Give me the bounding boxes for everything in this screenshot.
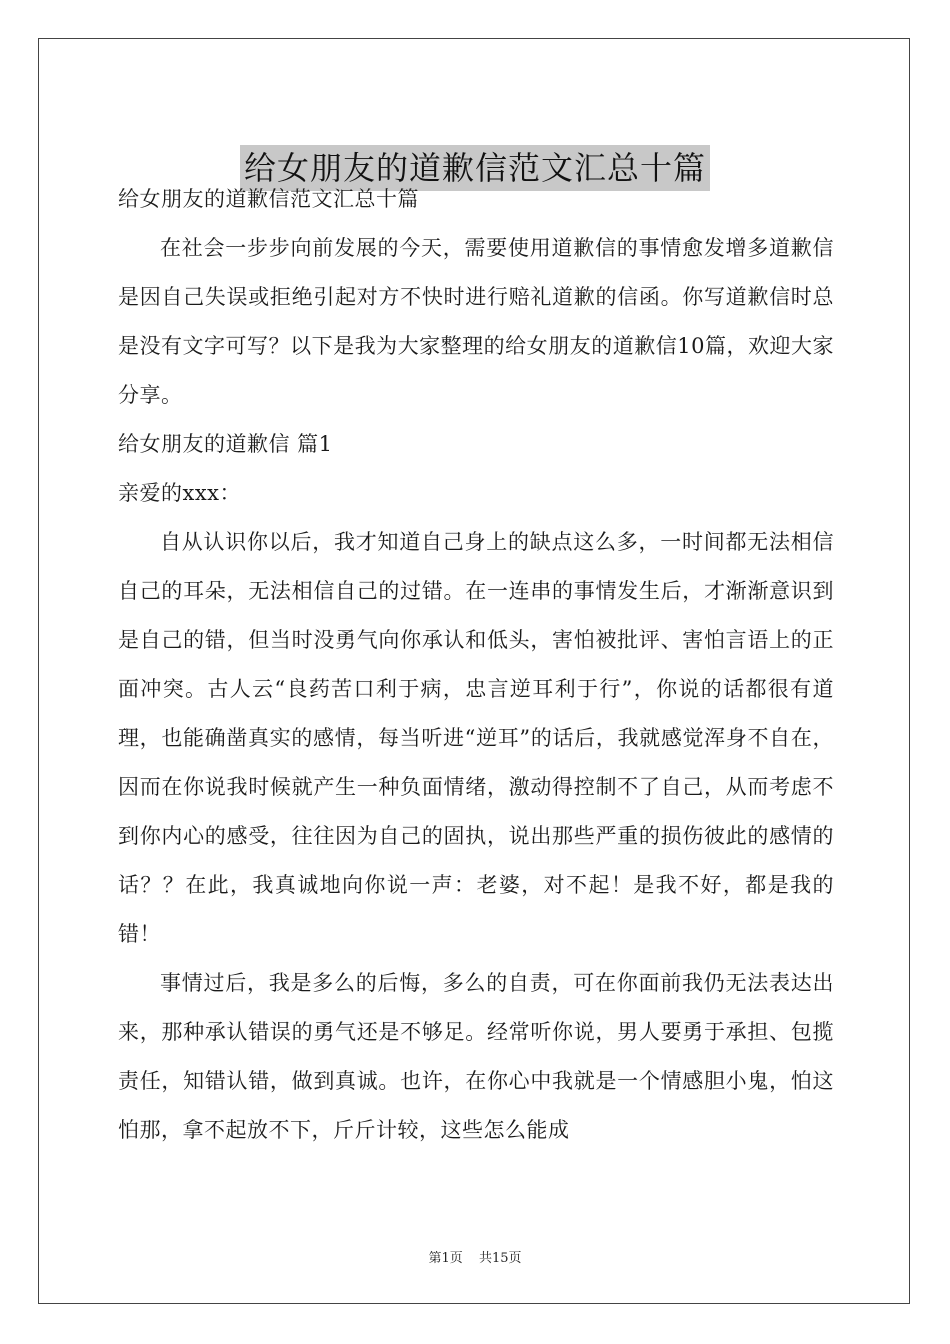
page-footer bbox=[0, 1247, 950, 1266]
document-title: 给女朋友的道歉信范文汇总十篇 bbox=[240, 145, 710, 191]
section-heading: 给女朋友的道歉信 篇1 bbox=[118, 432, 333, 456]
paragraph: 在社会一步步向前发展的今天，需要使用道歉信的事情愈发增多道歉信是因自己失误或拒绝引起对方不快时进行赔礼道歉的信函。你写道歉信时总是没有文字可写？以下是我为大家整理的给女朋友的道歉信10篇，欢迎大家分享。 bbox=[118, 236, 834, 407]
paragraph: 自从认识你以后，我才知道自己身上的缺点这么多，一时间都无法相信自己的耳朵，无法相信自己的过错。在一连串的事情发生后，才渐渐意识到是自己的错，但当时没勇气向你承认和低头，害怕被批评、害怕言语上的正面冲突。古人云“良药苦口利于病，忠言逆耳利于行”，你说的话都很有道理，也能确凿真实的感情，每当听进“逆耳”的话后，我就感觉浑身不自在，因而在你说我时候就产生一种负面情绪，激动得控制不了自己，从而考虑不到你内心的感受，往往因为自己的固执，说出那些严重的损伤彼此的感情的话？？在此，我真诚地向你说一声：老婆，对不起！是我不好，都是我的错！ bbox=[118, 530, 834, 946]
paragraph: 事情过后，我是多么的后悔，多么的自责，可在你面前我仍无法表达出来，那种承认错误的勇气还是不够足。经常听你说，男人要勇于承担、包揽责任，知错认错，做到真诚。也许，在你心中我就是一个情感胆小鬼，怕这怕那，拿不起放不下，斤斤计较，这些怎么能成 bbox=[118, 971, 834, 1142]
page-total: 共15页 bbox=[478, 1251, 522, 1266]
page-number: 第1页 bbox=[428, 1251, 463, 1266]
document-body bbox=[118, 175, 834, 1155]
salutation: 亲爱的xxx： bbox=[118, 481, 242, 505]
paragraph: 给女朋友的道歉信范文汇总十篇 bbox=[118, 187, 419, 211]
